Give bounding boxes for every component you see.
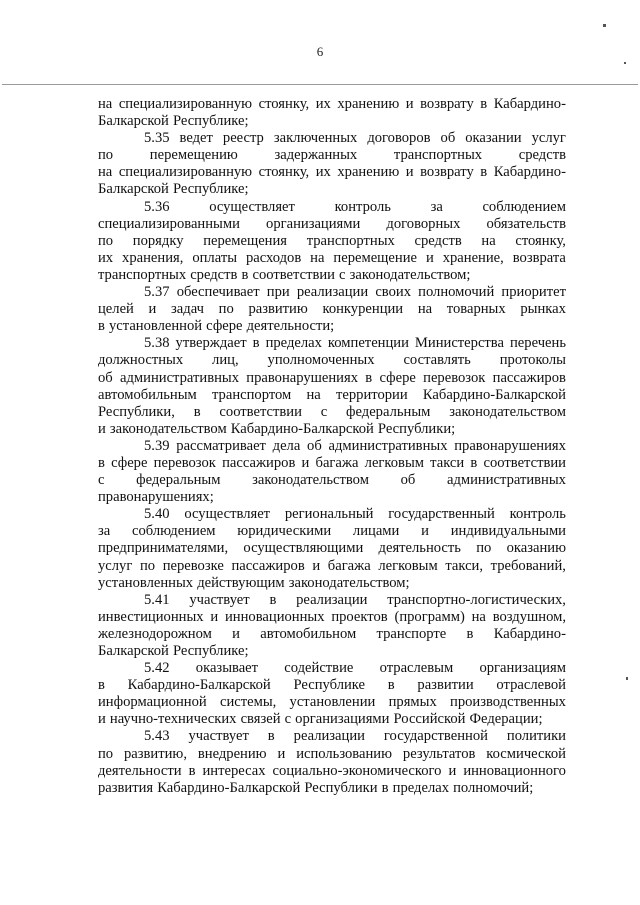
word: реализации xyxy=(296,284,369,301)
word: возврата xyxy=(512,249,566,266)
word: автомобильном xyxy=(260,625,357,642)
word: на xyxy=(481,232,496,249)
word: реализации xyxy=(293,728,365,745)
text-line xyxy=(98,780,566,797)
word: пассажиров xyxy=(231,557,305,574)
word: об xyxy=(440,130,456,147)
word: рынках xyxy=(520,301,566,318)
word: использованию xyxy=(296,745,393,762)
word: возврату xyxy=(420,96,474,112)
word: законодательством; xyxy=(288,574,410,591)
word: обязательств xyxy=(486,215,566,232)
word: проектов xyxy=(331,608,388,625)
word: соблюдением xyxy=(482,198,566,215)
word: в xyxy=(381,779,389,796)
word: в xyxy=(480,164,488,181)
word: осуществляет xyxy=(184,506,271,523)
word: в xyxy=(98,318,105,335)
word: по xyxy=(98,745,114,762)
word: Кабардино- xyxy=(493,625,566,642)
document-body xyxy=(98,96,566,797)
word: оказанию xyxy=(506,540,566,557)
word: специализированными xyxy=(98,215,240,232)
word: соблюдением xyxy=(132,523,216,540)
word: утверждает xyxy=(175,335,247,352)
word: 5.43 xyxy=(144,728,170,745)
word: Балкарской xyxy=(98,113,169,130)
word: Кабардино-Балкарской xyxy=(422,386,566,403)
word: по xyxy=(98,147,114,164)
word: федеральным xyxy=(136,472,221,489)
word: по xyxy=(218,301,234,318)
word: в xyxy=(267,728,275,745)
word: в xyxy=(241,266,249,283)
word: на xyxy=(98,96,113,112)
word: установленной xyxy=(108,318,203,335)
text-line xyxy=(98,643,566,660)
word: и xyxy=(98,711,106,728)
word: перевозок xyxy=(423,369,486,386)
word: товарных xyxy=(446,301,506,318)
word: транспортных xyxy=(306,232,395,249)
text-line xyxy=(98,335,566,352)
word: специализированную xyxy=(118,96,253,112)
word: реализации xyxy=(296,591,368,608)
word: оплаты xyxy=(192,249,237,266)
word: инновационного xyxy=(463,762,566,779)
word: системы, xyxy=(219,694,277,711)
word: за xyxy=(430,198,443,215)
word: на xyxy=(98,164,113,181)
word: конкуренции xyxy=(322,301,404,318)
word: средств xyxy=(190,266,238,283)
word: их xyxy=(98,249,114,266)
word: и xyxy=(421,523,429,540)
word: Российской xyxy=(393,711,466,728)
word: 5.40 xyxy=(144,506,170,523)
word: оказании xyxy=(465,130,522,147)
word: Министерства xyxy=(414,335,504,352)
word: Балкарской xyxy=(98,643,169,659)
word: региональный xyxy=(284,506,374,523)
word: и xyxy=(425,249,434,266)
text-line xyxy=(98,181,566,198)
word: и xyxy=(301,454,310,471)
text-line xyxy=(98,404,566,421)
text-line xyxy=(98,677,566,694)
word: оказывает xyxy=(195,660,259,677)
text-line xyxy=(98,609,566,626)
word: в xyxy=(470,454,478,471)
word: осуществляет xyxy=(209,198,295,215)
word: результатов xyxy=(402,745,476,762)
word: автомобильным xyxy=(98,386,197,403)
word: рассматривает xyxy=(176,437,266,454)
word: перемещению xyxy=(149,147,238,164)
word: услуг xyxy=(531,130,566,147)
word: отраслевым xyxy=(379,660,454,677)
word: в xyxy=(98,454,105,471)
word: контроль xyxy=(509,506,566,523)
word: законодательством xyxy=(109,420,227,437)
word: легковым xyxy=(364,454,424,471)
word: в xyxy=(466,625,474,642)
word: космической xyxy=(486,745,566,762)
word: соответствии xyxy=(219,403,302,420)
word: прямых xyxy=(388,694,437,711)
text-line xyxy=(98,250,566,267)
word: должностных xyxy=(98,352,184,369)
text-line xyxy=(98,421,566,438)
word: и xyxy=(148,301,157,318)
word: по xyxy=(139,557,156,574)
word: Республики; xyxy=(377,420,456,437)
word: (программ) xyxy=(394,608,465,625)
word: задач xyxy=(171,301,204,318)
word: и xyxy=(448,762,457,779)
word: в xyxy=(188,762,196,779)
word: уполномоченных xyxy=(267,352,375,369)
word: за xyxy=(98,523,111,540)
word: при xyxy=(266,284,290,301)
text-line xyxy=(98,318,566,335)
text-line xyxy=(98,728,566,745)
word: деятельность xyxy=(378,540,461,557)
word: средств xyxy=(414,232,462,249)
word: Кабардино-Балкарской xyxy=(127,677,271,694)
word: реестр xyxy=(222,130,264,147)
word: пассажиров xyxy=(222,454,296,471)
word: административных xyxy=(120,369,240,386)
word: сфере xyxy=(379,369,416,386)
text-line xyxy=(98,455,566,472)
word: Республике; xyxy=(172,113,249,130)
text-line xyxy=(98,96,566,113)
word: контроль xyxy=(334,198,391,215)
word: железнодорожном xyxy=(98,625,212,642)
word: территории xyxy=(336,386,408,403)
text-line xyxy=(98,233,566,250)
word: багажа xyxy=(315,454,359,471)
word: дела xyxy=(272,437,301,454)
word: правонарушениях; xyxy=(98,489,214,506)
word: Балкарской xyxy=(98,181,169,198)
scan-speck xyxy=(626,677,628,680)
word: и xyxy=(277,745,286,762)
word: 5.39 xyxy=(144,437,170,454)
word: Республике xyxy=(293,677,365,694)
word: административных xyxy=(446,472,566,489)
word: в xyxy=(269,591,277,608)
word: установлении xyxy=(289,694,376,711)
word: протоколы xyxy=(499,352,566,369)
word: в xyxy=(480,96,488,112)
word: научно-технических xyxy=(109,711,237,728)
word: на xyxy=(306,386,321,403)
word: воздушном, xyxy=(492,608,566,625)
word: полномочий xyxy=(418,284,495,301)
text-line xyxy=(98,199,566,216)
word: порядку xyxy=(132,232,184,249)
word: 5.37 xyxy=(144,284,170,301)
word: с xyxy=(284,711,292,728)
text-line xyxy=(98,352,566,369)
word: перевозок xyxy=(153,454,216,471)
word: производственных xyxy=(450,694,566,711)
word: такси, xyxy=(445,557,484,574)
word: ведет xyxy=(179,130,213,147)
word: Республики, xyxy=(98,403,175,420)
word: административных xyxy=(328,437,448,454)
word: транспорте xyxy=(376,625,447,642)
word: Кабардино-Балкарской xyxy=(230,420,374,437)
word: Кабардино- xyxy=(493,96,566,112)
word: на xyxy=(310,249,325,266)
word: социально-экономического xyxy=(272,762,442,779)
word: составлять xyxy=(403,352,471,369)
text-line xyxy=(98,694,566,711)
word: транспортных xyxy=(98,266,187,283)
word: транспортом xyxy=(211,386,292,403)
word: Республике; xyxy=(172,643,249,659)
text-line xyxy=(98,746,566,763)
word: в xyxy=(252,335,260,352)
word: юридическими xyxy=(237,523,332,540)
word: деятельности xyxy=(98,762,182,779)
text-line xyxy=(98,592,566,609)
word: отраслевой xyxy=(496,677,566,694)
text-line xyxy=(98,626,566,643)
text-line xyxy=(98,370,566,387)
word: организациями xyxy=(295,711,390,728)
word: на xyxy=(417,301,433,318)
word: развития xyxy=(98,779,154,796)
word: развитию xyxy=(248,301,308,318)
word: правонарушениях xyxy=(454,437,566,454)
word: развитии xyxy=(417,677,474,694)
word: государственной xyxy=(383,728,488,745)
text-line xyxy=(98,216,566,233)
word: специализированную xyxy=(118,164,253,181)
text-line xyxy=(98,147,566,164)
scan-speck xyxy=(603,24,606,27)
word: Республики xyxy=(304,779,378,796)
word: транспортных xyxy=(393,147,483,164)
word: Федерации; xyxy=(469,711,543,728)
word: своих xyxy=(375,284,411,301)
word: и xyxy=(405,164,414,181)
word: требований, xyxy=(490,557,566,574)
word: федеральным xyxy=(346,403,431,420)
text-line xyxy=(98,438,566,455)
word: интересах xyxy=(202,762,266,779)
word: в xyxy=(387,677,395,694)
word: внедрению xyxy=(197,745,267,762)
word: по xyxy=(476,540,492,557)
text-line xyxy=(98,284,566,301)
word: хранение, xyxy=(442,249,504,266)
word: средств xyxy=(518,147,566,164)
word: предпринимателями, xyxy=(98,540,229,557)
text-line xyxy=(98,711,566,728)
text-line xyxy=(98,267,566,284)
word: организациям xyxy=(479,660,566,677)
word: информационной xyxy=(98,694,207,711)
word: об xyxy=(307,437,322,454)
word: и xyxy=(232,625,240,642)
word: перемещение xyxy=(333,249,417,266)
word: законодательством xyxy=(449,403,566,420)
scan-speck xyxy=(624,62,626,64)
word: стоянку, xyxy=(515,232,566,249)
word: правонарушениях xyxy=(246,369,359,386)
text-line xyxy=(98,301,566,318)
word: в xyxy=(98,677,105,694)
word: содействие xyxy=(284,660,354,677)
word: задержанных xyxy=(274,147,358,164)
word: перевозке xyxy=(162,557,224,574)
word: приоритет xyxy=(501,284,566,301)
word: с xyxy=(98,472,105,489)
word: Кабардино-Балкарской xyxy=(157,779,301,796)
word: и xyxy=(210,608,219,625)
page-number: 6 xyxy=(316,44,324,59)
word: багажа xyxy=(327,557,371,574)
word: установленных xyxy=(98,574,194,591)
word: пределах xyxy=(265,335,322,352)
word: легковым xyxy=(378,557,438,574)
text-line xyxy=(98,113,566,130)
text-line xyxy=(98,506,566,523)
word: 5.38 xyxy=(144,335,170,352)
word: хранению xyxy=(337,164,400,181)
word: и xyxy=(98,420,106,437)
word: сфере xyxy=(206,318,243,335)
word: пассажиров xyxy=(492,369,566,386)
word: лицами xyxy=(352,523,400,540)
word: соответствии xyxy=(252,266,335,283)
text-line xyxy=(98,523,566,540)
word: возврату xyxy=(420,164,474,181)
text-line xyxy=(98,472,566,489)
word: лиц, xyxy=(212,352,239,369)
text-line xyxy=(98,540,566,557)
word: участвует xyxy=(189,591,250,608)
word: политики xyxy=(506,728,566,745)
word: 5.36 xyxy=(144,198,170,215)
word: развитию, xyxy=(124,745,187,762)
word: перечень xyxy=(510,335,566,352)
text-line xyxy=(98,489,566,506)
word: такси xyxy=(430,454,465,471)
word: сфере xyxy=(111,454,148,471)
word: и xyxy=(312,557,321,574)
word: 5.35 xyxy=(144,130,170,147)
word: Республике; xyxy=(172,181,249,198)
word: с xyxy=(339,266,346,283)
word: целей xyxy=(98,301,134,318)
word: стоянку, xyxy=(258,96,310,112)
word: участвует xyxy=(188,728,249,745)
word: инвестиционных xyxy=(98,608,204,625)
scan-divider-line xyxy=(2,84,638,85)
word: действующим xyxy=(197,574,285,591)
word: 5.42 xyxy=(144,660,170,677)
word: об xyxy=(98,369,113,386)
text-line xyxy=(98,660,566,677)
word: стоянку, xyxy=(258,164,310,181)
word: законодательством xyxy=(252,472,369,489)
word: индивидуальными xyxy=(450,523,566,540)
word: в xyxy=(365,369,373,386)
word: пределах xyxy=(392,779,450,796)
word: транспортно-логистических, xyxy=(387,591,566,608)
text-line xyxy=(98,387,566,404)
text-line xyxy=(98,558,566,575)
word: в xyxy=(193,403,201,420)
word: перемещения xyxy=(203,232,288,249)
word: осуществляющими xyxy=(243,540,364,557)
word: с xyxy=(320,403,328,420)
word: 5.41 xyxy=(144,591,170,608)
word: заключенных xyxy=(273,130,358,147)
word: об xyxy=(400,472,416,489)
text-line xyxy=(98,164,566,181)
word: услуг xyxy=(98,557,133,574)
word: хранения, xyxy=(122,249,184,266)
word: их xyxy=(315,164,331,181)
word: компетенции xyxy=(327,335,409,352)
word: Кабардино- xyxy=(493,164,566,181)
word: хранению xyxy=(337,96,400,112)
word: их xyxy=(315,96,331,112)
word: деятельности; xyxy=(246,318,335,335)
word: договорных xyxy=(386,215,461,232)
word: государственный xyxy=(388,506,495,523)
word: инновационных xyxy=(224,608,325,625)
word: на xyxy=(471,608,486,625)
word: соответствии xyxy=(483,454,566,471)
word: и xyxy=(405,96,414,112)
word: обеспечивает xyxy=(176,284,260,301)
word: договоров xyxy=(367,130,431,147)
word: законодательством; xyxy=(349,266,471,283)
word: связей xyxy=(240,711,281,728)
word: полномочий; xyxy=(453,779,534,796)
text-line xyxy=(98,575,566,592)
text-line xyxy=(98,130,566,147)
word: организациями xyxy=(266,215,361,232)
word: по xyxy=(98,232,114,249)
text-line xyxy=(98,763,566,780)
word: расходов xyxy=(245,249,302,266)
